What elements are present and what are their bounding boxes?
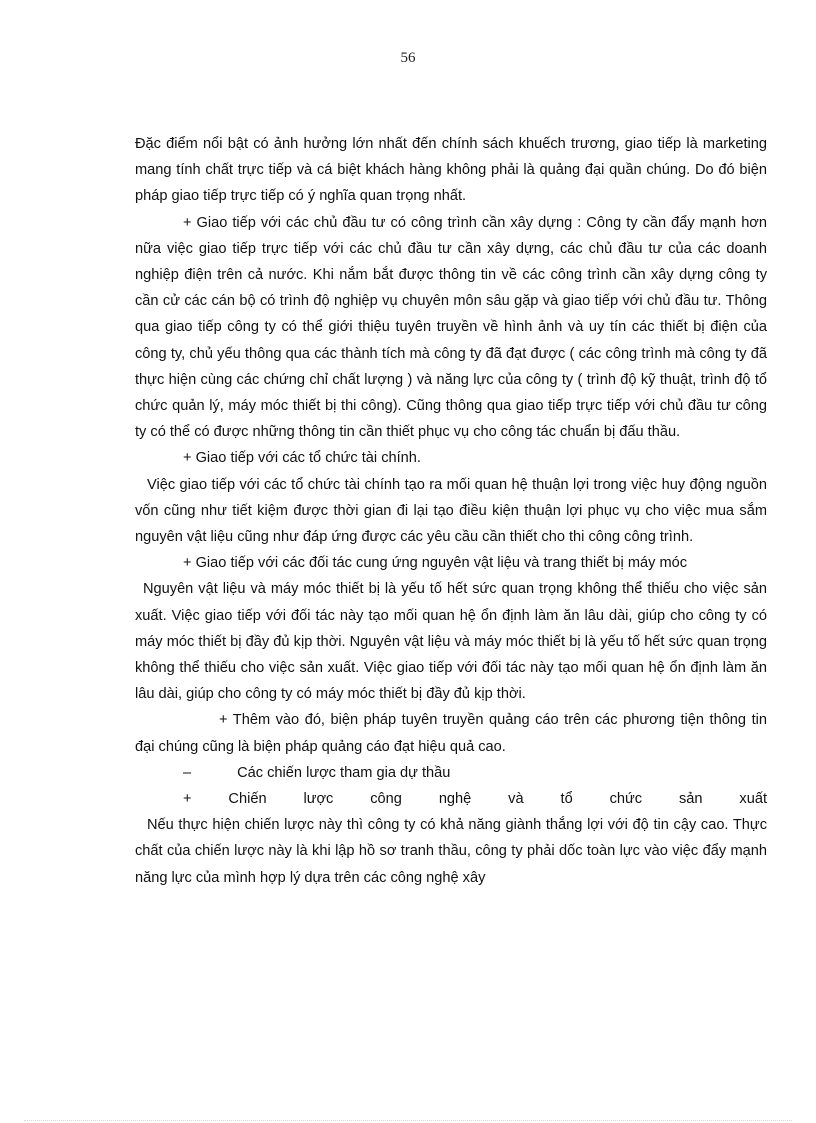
paragraph-technology-strategy: + Chiến lược công nghệ và tổ chức sản xuất [183, 791, 767, 808]
page-bottom-divider [24, 1120, 792, 1121]
paragraph-investors: + Giao tiếp với các chủ đầu tư có công trình cần xây dựng : Công ty cần đẩy mạnh hơn nữa việc giao tiếp trực tiếp với các chủ đầu tư cần xây dựng, các chủ đầu tư của các doanh nghiệp điện trên cả nước. Khi nắm bắt được thông tin về các công trình cần xây dựng công ty cần cử các cán bộ có trình độ nghiệp vụ chuyên môn sâu gặp và giao tiếp với chủ đầu tư. Thông qua giao tiếp công ty có thể giới thiệu tuyên truyền về hình ảnh và uy tín các thiết bị điện của công ty, chủ yếu thông qua các thành tích mà công ty đã đạt được ( các công trình mà công ty đã thực hiện cùng các chứng chỉ chất lượng ) và năng lực của công ty ( trình độ kỹ thuật, trình độ tổ chức quản lý, máy móc thiết bị thi công). Cũng thông qua giao tiếp trực tiếp với chủ đầu tư công ty có thể có được những thông tin cần thiết phục vụ cho công tác chuẩn bị đấu thầu. [135, 214, 767, 441]
page-number: 56 [400, 50, 416, 66]
paragraph-finance-heading: + Giao tiếp với các tổ chức tài chính. [183, 450, 421, 467]
dash-marker: – [183, 764, 192, 781]
list-item-text: Các chiến lược tham gia dự thầu [237, 764, 451, 781]
paragraph-suppliers: Nguyên vật liệu và máy móc thiết bị là yếu tố hết sức quan trọng không thể thiếu cho việc sản xuất. Việc giao tiếp với đối tác này tạo mối quan hệ ổn định làm ăn lâu dài, giúp cho công ty có máy móc thiết bị đầy đủ kịp thời. Nguyên vật liệu và máy móc thiết bị là yếu tố hết sức quan trọng không thể thiếu cho việc sản xuất. Việc giao tiếp với đối tác này tạo mối quan hệ ổn định làm ăn lâu dài, giúp cho công ty có máy móc thiết bị đầy đủ kịp thời. [135, 581, 767, 703]
paragraph-suppliers-heading: + Giao tiếp với các đối tác cung ứng nguyên vật liệu và trang thiết bị máy móc [183, 555, 688, 572]
paragraph-advertising: + Thêm vào đó, biện pháp tuyên truyền quảng cáo trên các phương tiện thông tin đại chúng cũng là biện pháp quảng cáo đạt hiệu quả cao. [135, 712, 767, 755]
list-item-bidding-strategies [135, 760, 767, 786]
document-body [135, 131, 767, 891]
paragraph-strategy-detail: Nếu thực hiện chiến lược này thì công ty có khả năng giành thắng lợi với độ tin cậy cao. Thực chất của chiến lược này là khi lập hồ sơ tranh thầu, công ty phải dốc toàn lực vào việc đẩy mạnh năng lực của mình hợp lý dựa trên các công nghệ xây [135, 817, 767, 886]
paragraph-finance: Việc giao tiếp với các tổ chức tài chính tạo ra mối quan hệ thuận lợi trong việc huy động nguồn vốn cũng như tiết kiệm được thời gian đi lại tạo điều kiện thuận lợi phục vụ cho việc mua sắm nguyên vật liệu cũng như đáp ứng được các yêu cầu cần thiết cho thi công công trình. [135, 476, 767, 546]
paragraph-intro: Đặc điểm nổi bật có ảnh hưởng lớn nhất đến chính sách khuếch trương, giao tiếp là marketing mang tính chất trực tiếp và cá biệt khách hàng không phải là quảng đại quần chúng. Do đó biện pháp giao tiếp trực tiếp có ý nghĩa quan trọng nhất. [135, 136, 767, 205]
